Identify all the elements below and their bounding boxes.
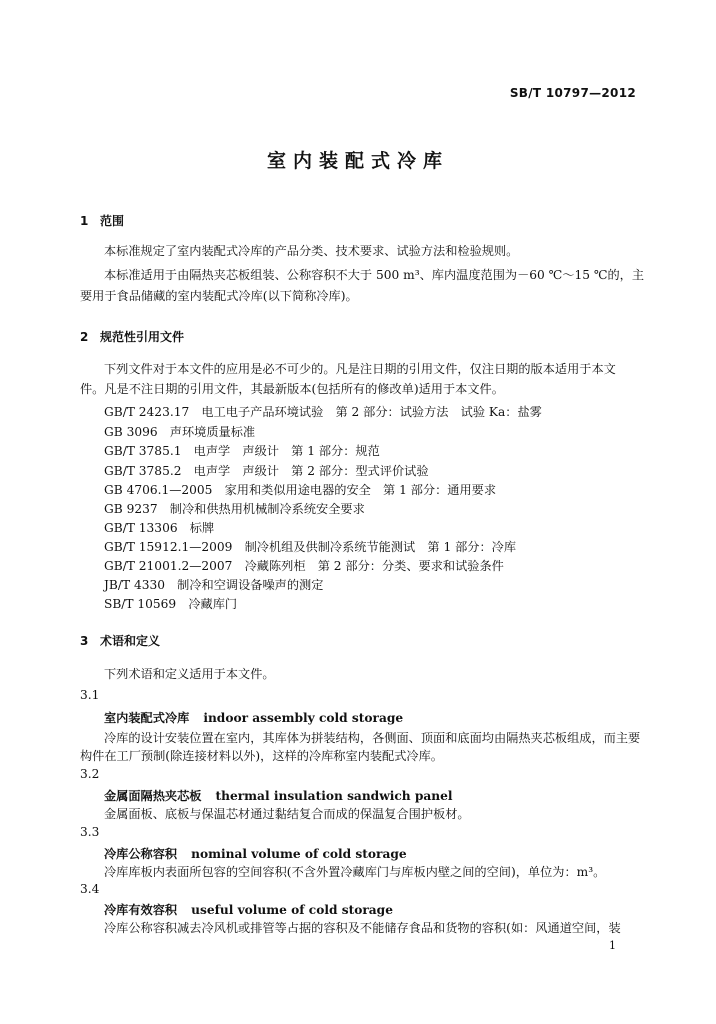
section-1-title: 范围 (100, 214, 125, 228)
standard-number: SB/T 10797—2012 (509, 86, 636, 100)
term-heading (104, 709, 403, 726)
term-cn: 室内装配式冷库 (104, 711, 190, 725)
term-cn: 冷库有效容积 (104, 903, 178, 917)
term-heading (104, 845, 407, 862)
reference-item: GB/T 21001.2—2007 冷藏陈列柜 第 2 部分：分类、要求和试验条件 (104, 559, 504, 573)
clause-number: 3.1 (80, 688, 100, 702)
term-cn: 金属面隔热夹芯板 (104, 789, 202, 803)
term-en: thermal insulation sandwich panel (215, 789, 453, 803)
section-1-para-1: 本标准规定了室内装配式冷库的产品分类、技术要求、试验方法和检验规则。 (104, 244, 519, 258)
section-1-number: 1 (80, 214, 89, 228)
term-heading (104, 787, 453, 804)
reference-item: SB/T 10569 冷藏库门 (104, 597, 238, 611)
term-en: useful volume of cold storage (191, 903, 393, 917)
section-3-title: 术语和定义 (100, 634, 161, 648)
section-3-intro: 下列术语和定义适用于本文件。 (104, 667, 275, 681)
section-2-intro-line-1: 下列文件对于本文件的应用是必不可少的。凡是注日期的引用文件，仅注日期的版本适用于本文 (104, 362, 616, 376)
reference-item: GB/T 13306 标牌 (104, 521, 215, 535)
section-3-number: 3 (80, 634, 89, 648)
section-1-para-2-line-2: 要用于食品储藏的室内装配式冷库(以下简称冷库)。 (80, 289, 358, 303)
reference-item: GB/T 2423.17 电工电子产品环境试验 第 2 部分：试验方法 试验 Ka：盐雾 (104, 405, 542, 419)
section-2-intro-line-2: 件。凡是不注日期的引用文件，其最新版本(包括所有的修改单)适用于本文件。 (80, 382, 504, 396)
reference-item: GB 9237 制冷和供热用机械制冷系统安全要求 (104, 502, 365, 516)
term-en: nominal volume of cold storage (191, 847, 407, 861)
reference-item: GB 3096 声环境质量标准 (104, 425, 256, 439)
clause-number: 3.2 (80, 767, 100, 781)
reference-item: GB/T 15912.1—2009 制冷机组及供制冷系统节能测试 第 1 部分：冷库 (104, 540, 517, 554)
term-definition-line-1: 冷库的设计安装位置在室内，其库体为拼装结构，各侧面、顶面和底面均由隔热夹芯板组成，而主要 (104, 731, 641, 745)
section-3-heading (80, 632, 160, 649)
clause-number: 3.4 (80, 882, 100, 896)
section-2-title: 规范性引用文件 (100, 330, 185, 344)
section-1-heading (80, 212, 124, 229)
term-en: indoor assembly cold storage (203, 711, 404, 725)
section-2-heading (80, 328, 184, 345)
reference-item: JB/T 4330 制冷和空调设备噪声的测定 (104, 578, 324, 592)
section-2-number: 2 (80, 330, 89, 344)
page-number: 1 (609, 939, 616, 952)
term-definition-line-1: 冷库库板内表面所包容的空间容积(不含外置冷藏库门与库板内壁之间的空间)，单位为：m³。 (104, 865, 606, 879)
reference-item: GB/T 3785.2 电声学 声级计 第 2 部分：型式评价试验 (104, 464, 429, 478)
section-1-para-2-line-1: 本标准适用于由隔热夹芯板组装、公称容积不大于 500 m³、库内温度范围为－60 ℃～15 ℃的，主 (104, 268, 645, 282)
term-definition-line-1: 金属面板、底板与保温芯材通过黏结复合而成的保温复合围护板材。 (104, 807, 470, 821)
clause-number: 3.3 (80, 825, 100, 839)
document-title: 室内装配式冷库 (266, 150, 449, 172)
reference-item: GB/T 3785.1 电声学 声级计 第 1 部分：规范 (104, 444, 380, 458)
term-definition-line-2: 构件在工厂预制(除连接材料以外)，这样的冷库称室内装配式冷库。 (80, 749, 443, 763)
term-definition-line-1: 冷库公称容积减去冷风机或排管等占据的容积及不能储存食品和货物的容积(如：风通道空间，装 (104, 921, 621, 935)
reference-item: GB 4706.1—2005 家用和类似用途电器的安全 第 1 部分：通用要求 (104, 483, 497, 497)
term-cn: 冷库公称容积 (104, 847, 178, 861)
term-heading (104, 901, 393, 918)
